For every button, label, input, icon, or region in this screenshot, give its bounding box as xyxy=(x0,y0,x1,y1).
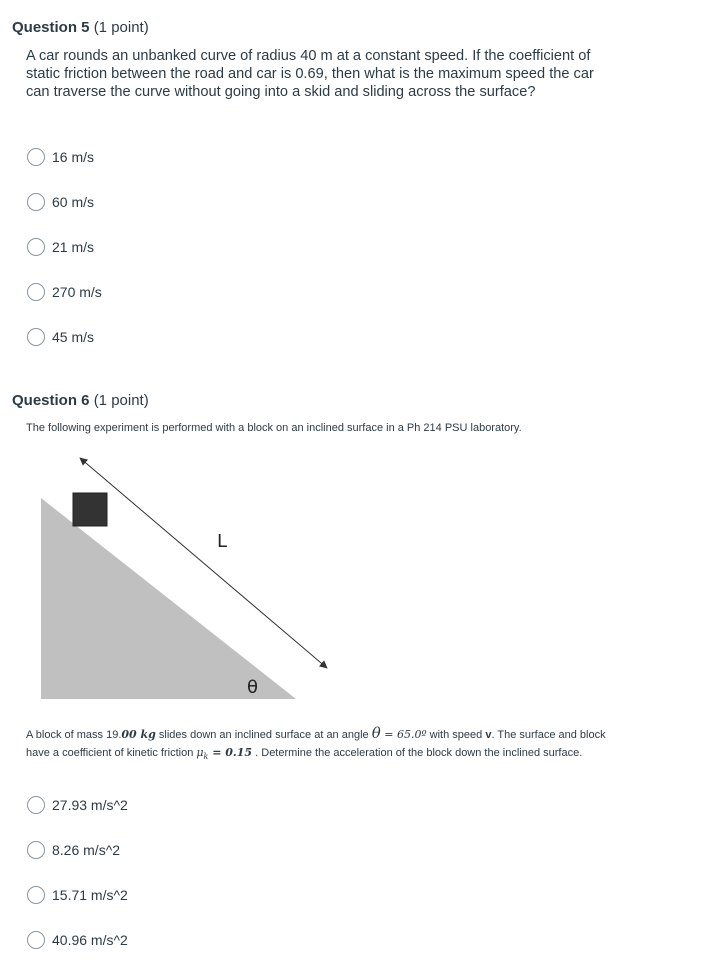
incline-diagram xyxy=(0,450,710,710)
radio-button[interactable] xyxy=(27,841,45,859)
question-5-header xyxy=(12,19,149,36)
radio-button[interactable] xyxy=(27,283,45,301)
q5-option-2-label: 60 m/s xyxy=(52,194,95,210)
incline-triangle xyxy=(41,498,296,699)
angle-value: = 65.0º xyxy=(380,728,427,741)
mu-value: = 0.15 xyxy=(208,746,253,759)
body-text-1: A block of mass 19. xyxy=(26,729,122,741)
theta-symbol: θ xyxy=(371,724,381,742)
mu-symbol: μ xyxy=(196,746,204,759)
question-5-points: (1 point) xyxy=(93,19,149,36)
body-text-2: slides down an inclined surface at an angle xyxy=(155,729,372,741)
q5-option-4-label: 270 m/s xyxy=(52,284,102,300)
question-6-header xyxy=(12,392,149,409)
question-5-title: Question 5 xyxy=(12,19,90,36)
mu-subscript: k xyxy=(203,752,209,762)
body-text-4: . The surface and block have a coefficient of kinetic friction xyxy=(26,729,606,759)
radio-button[interactable] xyxy=(27,796,45,814)
question-5-text: A car rounds an unbanked curve of radius 40 m at a constant speed. If the coefficient of static friction between the road and car is 0.69, then what is the maximum speed the car can traverse the curve without going into a skid and sliding across the surface? xyxy=(26,48,594,100)
angle-label: θ xyxy=(247,677,259,698)
q5-option-4[interactable] xyxy=(27,281,102,303)
radio-button[interactable] xyxy=(27,328,45,346)
question-6-title: Question 6 xyxy=(12,392,90,409)
radio-button[interactable] xyxy=(27,886,45,904)
q5-option-5[interactable] xyxy=(27,326,94,348)
q6-option-3[interactable] xyxy=(27,884,128,906)
radio-button[interactable] xyxy=(27,238,45,256)
q5-option-1-label: 16 m/s xyxy=(52,149,95,165)
question-6-points: (1 point) xyxy=(93,392,149,409)
q5-option-2[interactable] xyxy=(27,191,94,213)
body-text-5: . Determine the acceleration of the block down the inclined surface. xyxy=(252,747,583,759)
q5-option-1[interactable] xyxy=(27,146,94,168)
q6-option-2-label: 8.26 m/s^2 xyxy=(52,842,121,858)
question-6-intro: The following experiment is performed with a block on an inclined surface in a Ph 214 PSU laboratory. xyxy=(26,422,522,434)
block xyxy=(73,493,107,526)
q6-option-4-label: 40.96 m/s^2 xyxy=(52,932,128,948)
speed-symbol: v xyxy=(485,729,492,741)
q5-option-3[interactable] xyxy=(27,236,94,258)
q6-option-2[interactable] xyxy=(27,839,120,861)
q6-option-1[interactable] xyxy=(27,794,128,816)
question-6-body xyxy=(26,725,616,765)
radio-button[interactable] xyxy=(27,931,45,949)
q5-option-3-label: 21 m/s xyxy=(52,239,95,255)
body-text-3: with speed xyxy=(426,729,486,741)
radio-button[interactable] xyxy=(27,148,45,166)
radio-button[interactable] xyxy=(27,193,45,211)
mass-value: 00 kg xyxy=(121,728,156,741)
q6-option-4[interactable] xyxy=(27,929,128,951)
q5-option-5-label: 45 m/s xyxy=(52,329,95,345)
q6-option-3-label: 15.71 m/s^2 xyxy=(52,887,128,903)
length-label: L xyxy=(217,531,228,552)
q6-option-1-label: 27.93 m/s^2 xyxy=(52,797,128,813)
